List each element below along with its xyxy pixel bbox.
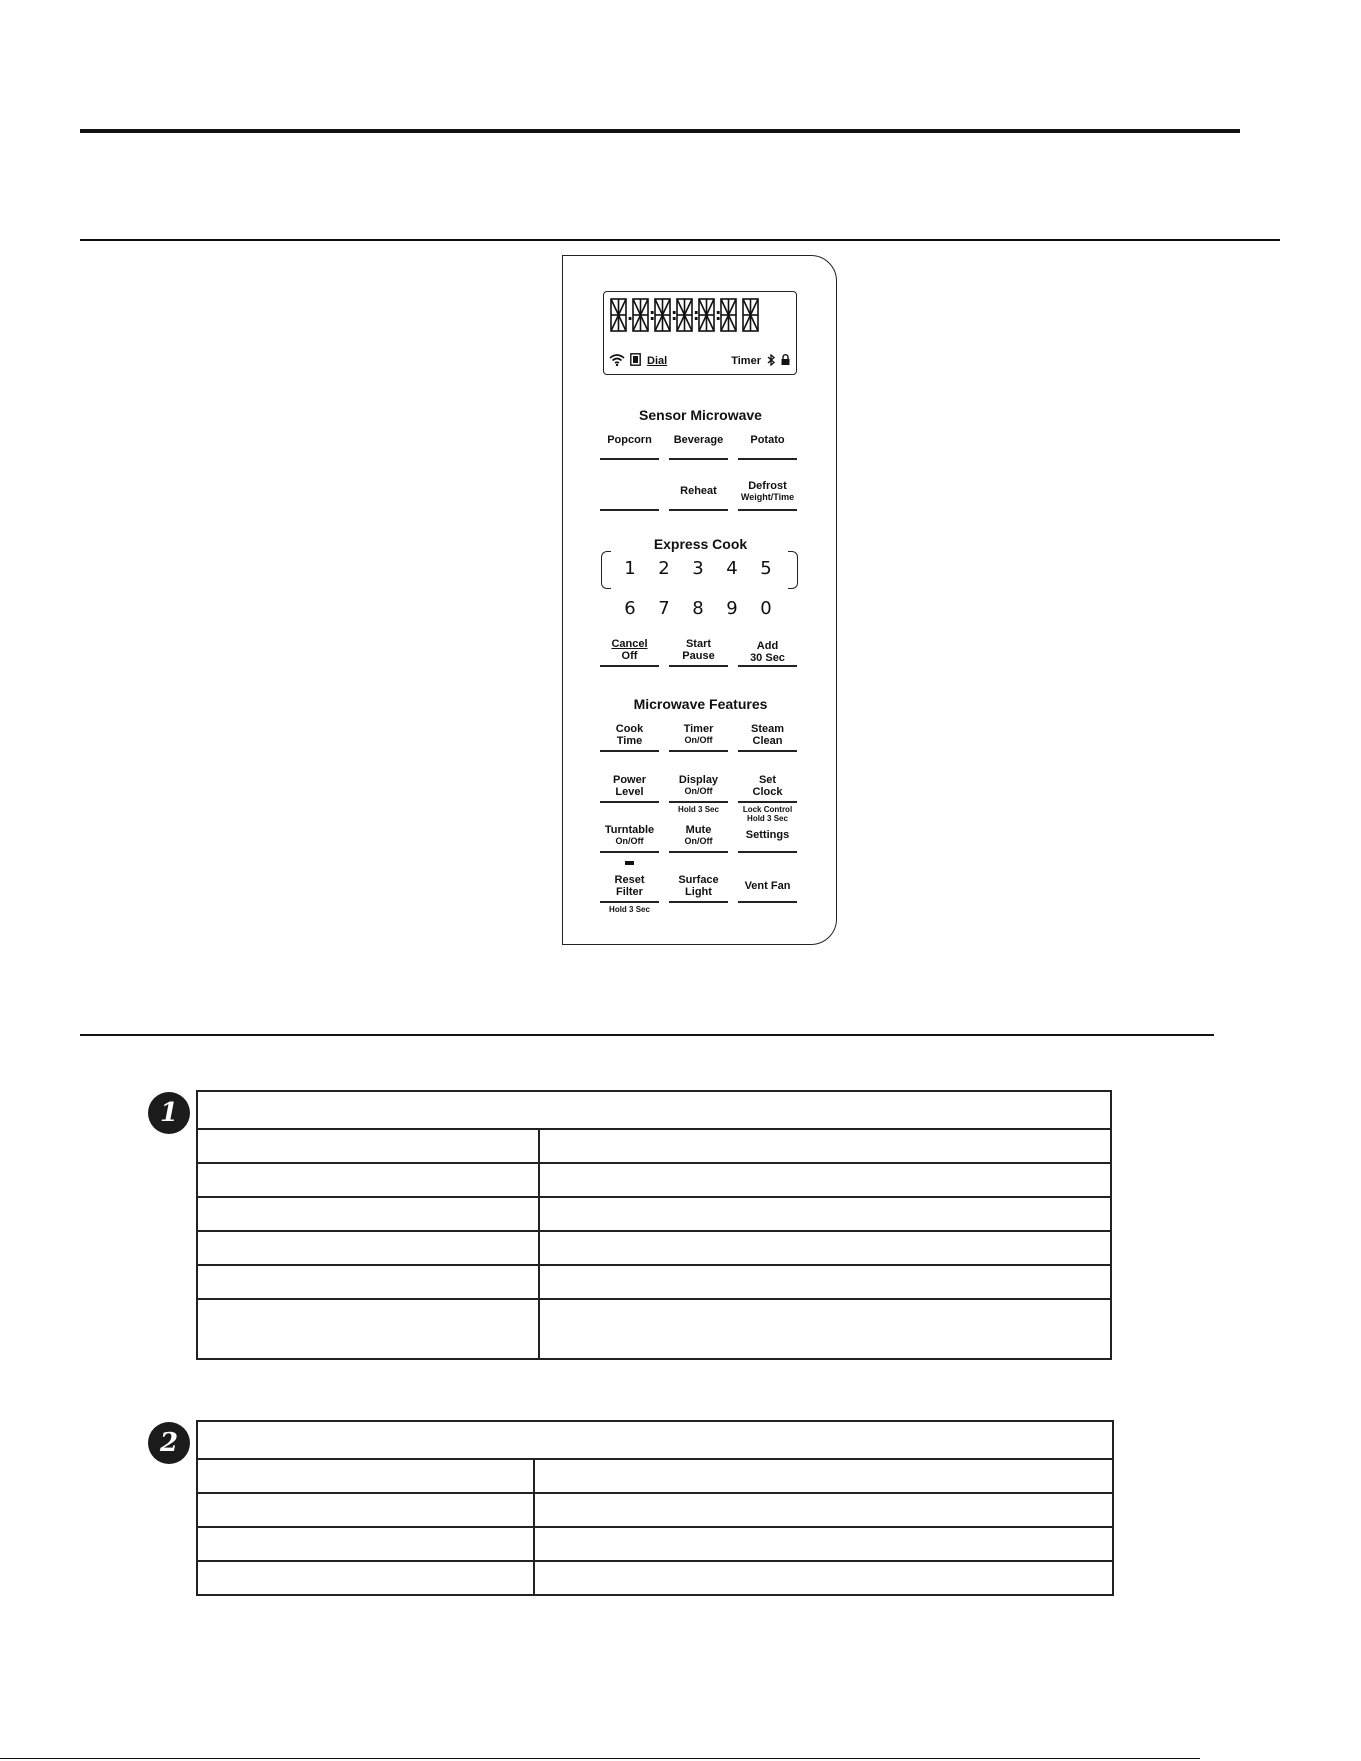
reheat-button[interactable] (669, 485, 728, 497)
table-cell (197, 1527, 534, 1561)
key-underline (600, 750, 659, 752)
key-underline (669, 750, 728, 752)
lcd-segment-digit (654, 298, 671, 332)
key-sublabel: On/Off (684, 735, 713, 745)
key-underline (600, 801, 659, 803)
section-rule-2 (80, 1034, 1214, 1036)
surface-light-button[interactable] (669, 874, 728, 898)
table-cell (539, 1163, 1111, 1197)
key-underline (600, 851, 659, 853)
key-underline (738, 665, 797, 667)
lcd-segment-digit (742, 298, 759, 332)
table-cell (197, 1163, 539, 1197)
power-level-button[interactable] (600, 774, 659, 798)
reset-filter-button[interactable] (600, 874, 659, 898)
digit-6-button[interactable]: 6 (624, 598, 636, 619)
table-cell (539, 1129, 1111, 1163)
key-sublabel: On/Off (615, 836, 644, 846)
table-cell (539, 1299, 1111, 1359)
key-underline (600, 458, 659, 460)
key-label-2: Filter (616, 886, 643, 898)
defrost-button[interactable] (738, 480, 797, 502)
key-label: Timer (683, 723, 714, 735)
cook-time-button[interactable] (600, 723, 659, 747)
key-label: Mute (685, 824, 712, 836)
express-bracket-left (601, 551, 611, 589)
express-2-button[interactable]: 2 (658, 558, 670, 579)
key-underline (738, 851, 797, 853)
key-label: Potato (750, 434, 785, 446)
key-label: Beverage (673, 434, 724, 446)
potato-button[interactable] (738, 434, 797, 446)
key-underline (669, 901, 728, 903)
key-underline (669, 801, 728, 803)
timer-on-off-button[interactable] (669, 723, 728, 745)
key-label: Settings (745, 829, 790, 841)
key-label: Display (678, 774, 719, 786)
lcd-display (603, 291, 797, 375)
lcd-segment-digit (698, 298, 715, 332)
lcd-segment-digit (720, 298, 737, 332)
key-underline (669, 665, 728, 667)
table-cell (534, 1493, 1113, 1527)
table-cell (197, 1459, 534, 1493)
key-label-2: Pause (682, 650, 715, 662)
lcd-separator: : (715, 305, 722, 324)
spec-table-1 (196, 1090, 1112, 1360)
express-3-button[interactable]: 3 (692, 558, 704, 579)
key-label: Popcorn (607, 434, 652, 446)
features-section-title: Microwave Features (633, 696, 768, 712)
bluetooth-icon (767, 354, 775, 369)
dial-indicator: Dial (647, 355, 668, 367)
display-hold-note: Hold 3 Sec (678, 805, 719, 814)
key-underline (738, 458, 797, 460)
mute-on-off-button[interactable] (669, 824, 728, 846)
table-cell (534, 1561, 1113, 1595)
table-row (197, 1231, 1111, 1265)
table-cell (197, 1129, 539, 1163)
settings-button[interactable] (738, 829, 797, 841)
start-pause-button[interactable] (669, 638, 728, 662)
table-cell (197, 1299, 539, 1359)
sensor-section-title: Sensor Microwave (639, 407, 762, 423)
key-label-2: Level (615, 786, 644, 798)
lock-icon (781, 354, 790, 368)
key-underline (669, 458, 728, 460)
key-label-2: Off (621, 650, 638, 662)
express-section-title: Express Cook (653, 536, 748, 552)
lcd-segment-digit (610, 298, 627, 332)
lock-control-note: Lock Control (742, 805, 793, 814)
key-label-2: Time (616, 735, 643, 747)
key-label-2: Clock (752, 786, 783, 798)
key-underline (738, 750, 797, 752)
step-1-badge: 1 (148, 1092, 190, 1134)
section-rule (80, 239, 1280, 241)
vent-fan-button[interactable] (738, 880, 797, 892)
control-panel (562, 255, 837, 945)
table-row (197, 1527, 1113, 1561)
key-label: Cancel (611, 638, 648, 650)
wifi-icon (609, 354, 625, 369)
lcd-separator: . (627, 305, 634, 324)
table-row (197, 1459, 1113, 1493)
key-underline (600, 901, 659, 903)
table-row (197, 1163, 1111, 1197)
table-cell (197, 1197, 539, 1231)
key-underline (738, 509, 797, 511)
remote-icon (630, 353, 641, 369)
table-header-row (197, 1421, 1113, 1459)
beverage-button[interactable] (669, 434, 728, 446)
lcd-separator: : (671, 305, 678, 324)
table-row (197, 1129, 1111, 1163)
filter-indicator-icon (625, 861, 634, 865)
key-sublabel: On/Off (684, 786, 713, 796)
lcd-segment-digit (632, 298, 649, 332)
express-5-button[interactable]: 5 (760, 558, 772, 579)
key-label: Steam (750, 723, 785, 735)
key-label: Vent Fan (744, 880, 791, 892)
turntable-on-off-button[interactable] (600, 824, 659, 846)
table-cell (197, 1561, 534, 1595)
key-label: Surface (678, 874, 719, 886)
steam-clean-button[interactable] (738, 723, 797, 747)
key-underline (738, 801, 797, 803)
popcorn-button[interactable] (600, 434, 659, 446)
key-label-2: 30 Sec (750, 652, 785, 664)
express-4-button[interactable]: 4 (726, 558, 738, 579)
key-label-2: Light (685, 886, 712, 898)
key-underline (600, 509, 659, 511)
table-cell (197, 1265, 539, 1299)
key-underline (600, 665, 659, 667)
key-label: Turntable (604, 824, 655, 836)
table-header-row (197, 1091, 1111, 1129)
table-cell (197, 1231, 539, 1265)
cancel-off-button[interactable] (600, 638, 659, 662)
digit-8-button[interactable]: 8 (692, 598, 704, 619)
table-cell (534, 1527, 1113, 1561)
lcd-indicators (609, 353, 790, 369)
table-cell (534, 1459, 1113, 1493)
key-label: Power (612, 774, 646, 786)
table-cell (539, 1197, 1111, 1231)
key-label: Cook (615, 723, 644, 735)
key-label: Set (758, 774, 777, 786)
digit-9-button[interactable]: 9 (726, 598, 738, 619)
timer-indicator: Timer (731, 355, 761, 367)
top-rule-thick (80, 129, 1240, 133)
table-header-cell (197, 1091, 1111, 1129)
table-row (197, 1265, 1111, 1299)
spec-table-2 (196, 1420, 1114, 1596)
table-cell (539, 1231, 1111, 1265)
table-header-cell (197, 1421, 1113, 1459)
segment-digits (610, 298, 764, 332)
table-cell (539, 1265, 1111, 1299)
key-sublabel: On/Off (684, 836, 713, 846)
digit-0-button[interactable]: 0 (760, 598, 772, 619)
lcd-separator: : (649, 305, 656, 324)
table-row (197, 1561, 1113, 1595)
key-underline (669, 509, 728, 511)
table-row (197, 1197, 1111, 1231)
lcd-separator: : (693, 305, 700, 324)
key-label-2: Clean (752, 735, 783, 747)
table-cell (197, 1493, 534, 1527)
display-on-off-button[interactable] (669, 774, 728, 796)
table-row (197, 1493, 1113, 1527)
digit-7-button[interactable]: 7 (658, 598, 670, 619)
express-bracket-right (788, 551, 798, 589)
key-label: Reheat (680, 485, 717, 497)
table-row (197, 1299, 1111, 1359)
key-underline (738, 901, 797, 903)
step-2-badge: 2 (148, 1422, 190, 1464)
lcd-segment-digit (676, 298, 693, 332)
key-label: Reset (614, 874, 645, 886)
bottom-rule (0, 1758, 1200, 1759)
reset-hold-note: Hold 3 Sec (609, 905, 650, 914)
key-label: Start (685, 638, 712, 650)
add-30-sec-button[interactable] (738, 640, 797, 664)
key-sublabel: Weight/Time (740, 492, 795, 502)
set-clock-button[interactable] (738, 774, 797, 798)
key-underline (669, 851, 728, 853)
express-1-button[interactable]: 1 (624, 558, 636, 579)
key-label: Add (756, 640, 779, 652)
lock-hold-note: Hold 3 Sec (747, 814, 788, 823)
key-label: Defrost (748, 480, 787, 492)
